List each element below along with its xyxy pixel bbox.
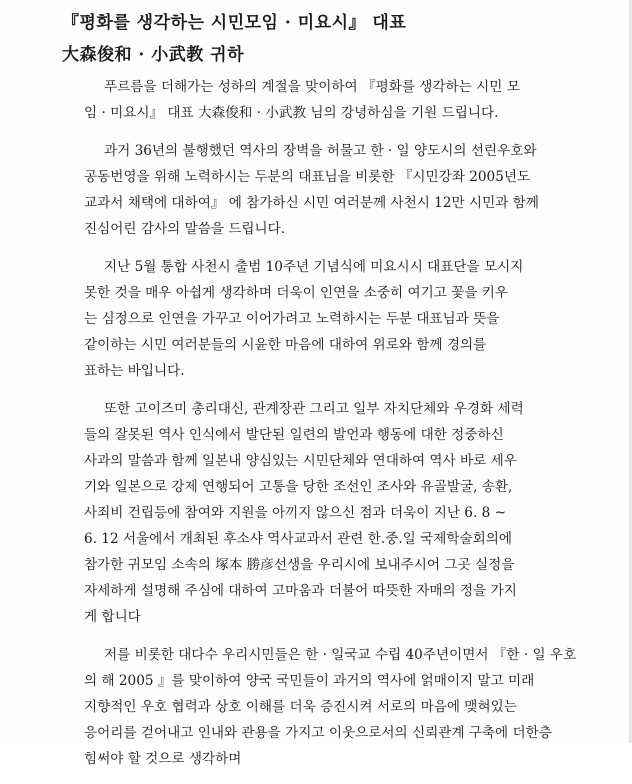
text-line: 저를 비롯한 대다수 우리시민들은 한 · 일국교 수립 40주년이면서 『한 · 일 우호 — [104, 647, 577, 663]
text-line: 참가한 귀모임 소속의 塚本 勝彦선생을 우리시에 보내주시어 그곳 실정을 — [84, 557, 515, 573]
text-line: 또한 고이즈미 총리대신, 관계장관 그리고 일부 자치단체와 우경화 세력 — [104, 401, 524, 417]
text-line: 는 심정으로 인연을 가꾸고 이어가려고 노력하시는 두분 대표님과 뜻을 — [84, 311, 500, 327]
text-line: 푸르름을 더해가는 성하의 계절을 맞이하여 『평화를 생각하는 시민 모 — [104, 79, 520, 95]
letter-title: 『평화를 생각하는 시민모임 · 미요시』 대표 — [62, 13, 407, 33]
letter-body — [64, 74, 620, 784]
text-line: 6. 12 서울에서 개최된 후소샤 역사교과서 관련 한.중.일 국제학술회의에 — [84, 531, 513, 547]
text-line: 과거 36년의 불행했던 역사의 장벽을 허물고 한 · 일 양도시의 선린우호와 — [104, 143, 537, 159]
text-line: 임 · 미요시』 대표 大森俊和 · 小武教 님의 강녕하심을 기원 드립니다. — [84, 105, 499, 121]
paragraph-history — [64, 396, 620, 630]
text-line: 의 해 2005 』를 맞이하여 양국 국민들이 과거의 역사에 얽매이지 말고 미래 — [84, 673, 535, 689]
text-line: 지향적인 우호 협력과 상호 이해를 더욱 증진시켜 서로의 마음에 맺혀있는 — [84, 699, 517, 715]
text-line: 공동번영을 위해 노력하시는 두분의 대표님을 비롯한 『시민강좌 2005년도 — [84, 169, 531, 185]
text-line: 교과서 채택에 대하여』 에 참가하신 시민 여러분께 사천시 12만 시민과 함께 — [84, 195, 539, 211]
paragraph-friendship — [64, 642, 620, 772]
text-line: 표하는 바입니다. — [84, 363, 185, 379]
text-line: 기와 일본으로 강제 연행되어 고통을 당한 조선인 조사와 유골발굴, 송환, — [84, 479, 513, 495]
text-line: 사과의 말씀과 함께 일본내 양심있는 시민단체와 연대하여 역사 바로 세우 — [84, 453, 517, 469]
text-line: 사죄비 건립등에 참여와 지원을 아끼지 않으신 점과 더욱이 지난 6. 8 ~ — [84, 505, 506, 521]
text-line: 같이하는 시민 여러분들의 시윤한 마음에 대하여 위로와 함께 경의를 — [84, 337, 487, 353]
text-line: 들의 잘못된 역사 인식에서 발단된 일련의 발언과 행동에 대한 정중하신 — [84, 427, 504, 443]
letter-recipient: 大森俊和 · 小武教 귀하 — [62, 45, 245, 65]
paragraph-greeting — [64, 74, 620, 126]
text-line: 지난 5월 통합 사천시 출범 10주년 기념식에 미요시시 대표단을 모시지 — [104, 259, 524, 275]
paragraph-anniversary — [64, 254, 620, 384]
paragraph-thanks — [64, 138, 620, 242]
text-line: 게 합니다 — [84, 609, 141, 625]
text-line: 자세하게 설명해 주심에 대하여 고마움과 더불어 따뜻한 자매의 정을 가지 — [84, 583, 517, 599]
text-line: 응어리를 걷어내고 인내와 관용을 가지고 이웃으로서의 신뢰관계 구축에 더한층 — [84, 725, 552, 741]
text-line: 진심어린 감사의 말씀을 드립니다. — [84, 221, 286, 237]
text-line: 힘써야 할 것으로 생각하며 — [84, 751, 242, 767]
text-line: 못한 것을 매우 아쉽게 생각하며 더욱이 인연을 소중히 여기고 꽃을 키우 — [84, 285, 509, 301]
